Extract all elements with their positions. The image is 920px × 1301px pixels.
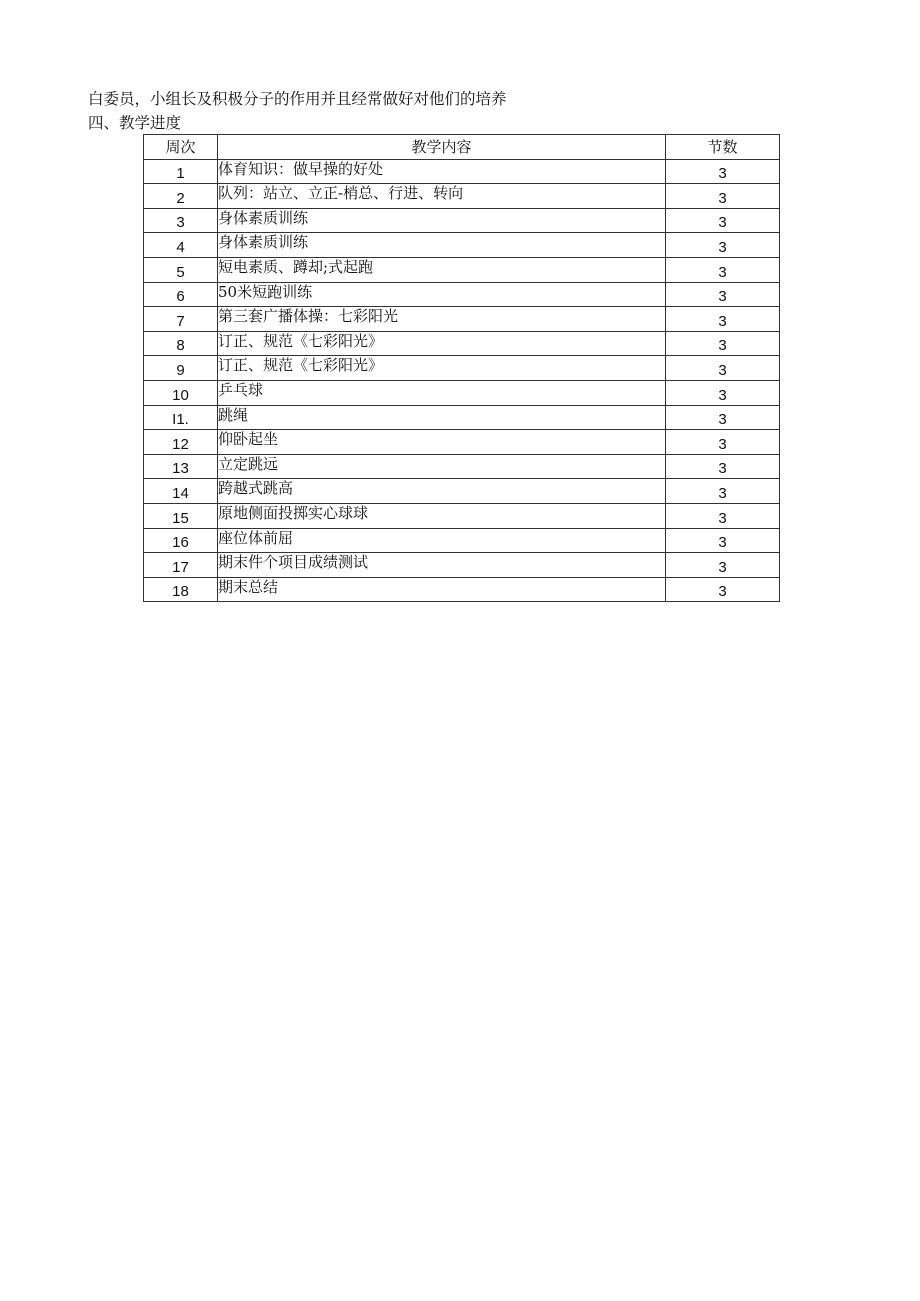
count-cell: 3 bbox=[666, 380, 780, 405]
header-week: 周次 bbox=[144, 135, 218, 160]
table-row bbox=[144, 430, 780, 455]
content-cell: 原地侧面投掷实心球球 bbox=[218, 503, 666, 528]
count-cell: 3 bbox=[666, 208, 780, 233]
table-row bbox=[144, 405, 780, 430]
table-row bbox=[144, 528, 780, 553]
count-cell: 3 bbox=[666, 503, 780, 528]
week-cell: 4 bbox=[144, 233, 218, 258]
count-cell: 3 bbox=[666, 405, 780, 430]
count-cell: 3 bbox=[666, 331, 780, 356]
table-row bbox=[144, 356, 780, 381]
content-cell: 期末件个项目成绩测试 bbox=[218, 553, 666, 578]
week-cell: 3 bbox=[144, 208, 218, 233]
count-cell: 3 bbox=[666, 479, 780, 504]
count-cell: 3 bbox=[666, 356, 780, 381]
week-cell: 15 bbox=[144, 503, 218, 528]
content-cell: 仰卧起坐 bbox=[218, 430, 666, 455]
table-header-row bbox=[144, 135, 780, 160]
content-cell: 订正、规范《七彩阳光》 bbox=[218, 331, 666, 356]
table-row bbox=[144, 380, 780, 405]
week-cell: 9 bbox=[144, 356, 218, 381]
content-cell: 身体素质训练 bbox=[218, 208, 666, 233]
content-cell: 座位体前屈 bbox=[218, 528, 666, 553]
table-row bbox=[144, 454, 780, 479]
count-cell: 3 bbox=[666, 184, 780, 209]
content-cell: 立定跳远 bbox=[218, 454, 666, 479]
table-row bbox=[144, 184, 780, 209]
count-cell: 3 bbox=[666, 528, 780, 553]
content-cell: 第三套广播体操：七彩阳光 bbox=[218, 307, 666, 332]
week-cell: 18 bbox=[144, 577, 218, 602]
table-row bbox=[144, 159, 780, 184]
week-cell: 2 bbox=[144, 184, 218, 209]
count-cell: 3 bbox=[666, 553, 780, 578]
header-content: 教学内容 bbox=[218, 135, 666, 160]
table-row bbox=[144, 479, 780, 504]
content-cell: 队列：站立、立正-梢总、行进、转向 bbox=[218, 184, 666, 209]
content-cell: 跨越式跳高 bbox=[218, 479, 666, 504]
content-cell: 乒乓球 bbox=[218, 380, 666, 405]
content-cell: 短电素质、蹲却;式起跑 bbox=[218, 257, 666, 282]
header-count: 节数 bbox=[666, 135, 780, 160]
table-row bbox=[144, 233, 780, 258]
teaching-schedule-table bbox=[143, 134, 780, 602]
table-row bbox=[144, 331, 780, 356]
count-cell: 3 bbox=[666, 454, 780, 479]
count-cell: 3 bbox=[666, 282, 780, 307]
week-cell: 12 bbox=[144, 430, 218, 455]
section-heading: 四、教学进度 bbox=[88, 114, 182, 132]
count-cell: 3 bbox=[666, 577, 780, 602]
week-cell: 7 bbox=[144, 307, 218, 332]
week-cell: 10 bbox=[144, 380, 218, 405]
count-cell: 3 bbox=[666, 233, 780, 258]
count-cell: 3 bbox=[666, 257, 780, 282]
week-cell: 8 bbox=[144, 331, 218, 356]
content-cell: 体育知识：做早操的好处 bbox=[218, 159, 666, 184]
content-cell: 期末总结 bbox=[218, 577, 666, 602]
table-row bbox=[144, 208, 780, 233]
table-row bbox=[144, 307, 780, 332]
table-row bbox=[144, 257, 780, 282]
week-cell: 16 bbox=[144, 528, 218, 553]
table-row bbox=[144, 577, 780, 602]
count-cell: 3 bbox=[666, 159, 780, 184]
table-row bbox=[144, 553, 780, 578]
week-cell: 14 bbox=[144, 479, 218, 504]
week-cell: 17 bbox=[144, 553, 218, 578]
table-row bbox=[144, 503, 780, 528]
week-cell: 1 bbox=[144, 159, 218, 184]
week-cell: 13 bbox=[144, 454, 218, 479]
week-cell: 6 bbox=[144, 282, 218, 307]
content-cell: 跳绳 bbox=[218, 405, 666, 430]
paragraph-text: 白委员，小组长及积极分子的作用并且经常做好对他们的培养 bbox=[88, 90, 507, 108]
content-cell: 50米短跑训练 bbox=[218, 282, 666, 307]
week-cell: 5 bbox=[144, 257, 218, 282]
content-cell: 订正、规范《七彩阳光》 bbox=[218, 356, 666, 381]
count-cell: 3 bbox=[666, 430, 780, 455]
content-cell: 身体素质训练 bbox=[218, 233, 666, 258]
table-row bbox=[144, 282, 780, 307]
week-cell: I1. bbox=[144, 405, 218, 430]
count-cell: 3 bbox=[666, 307, 780, 332]
